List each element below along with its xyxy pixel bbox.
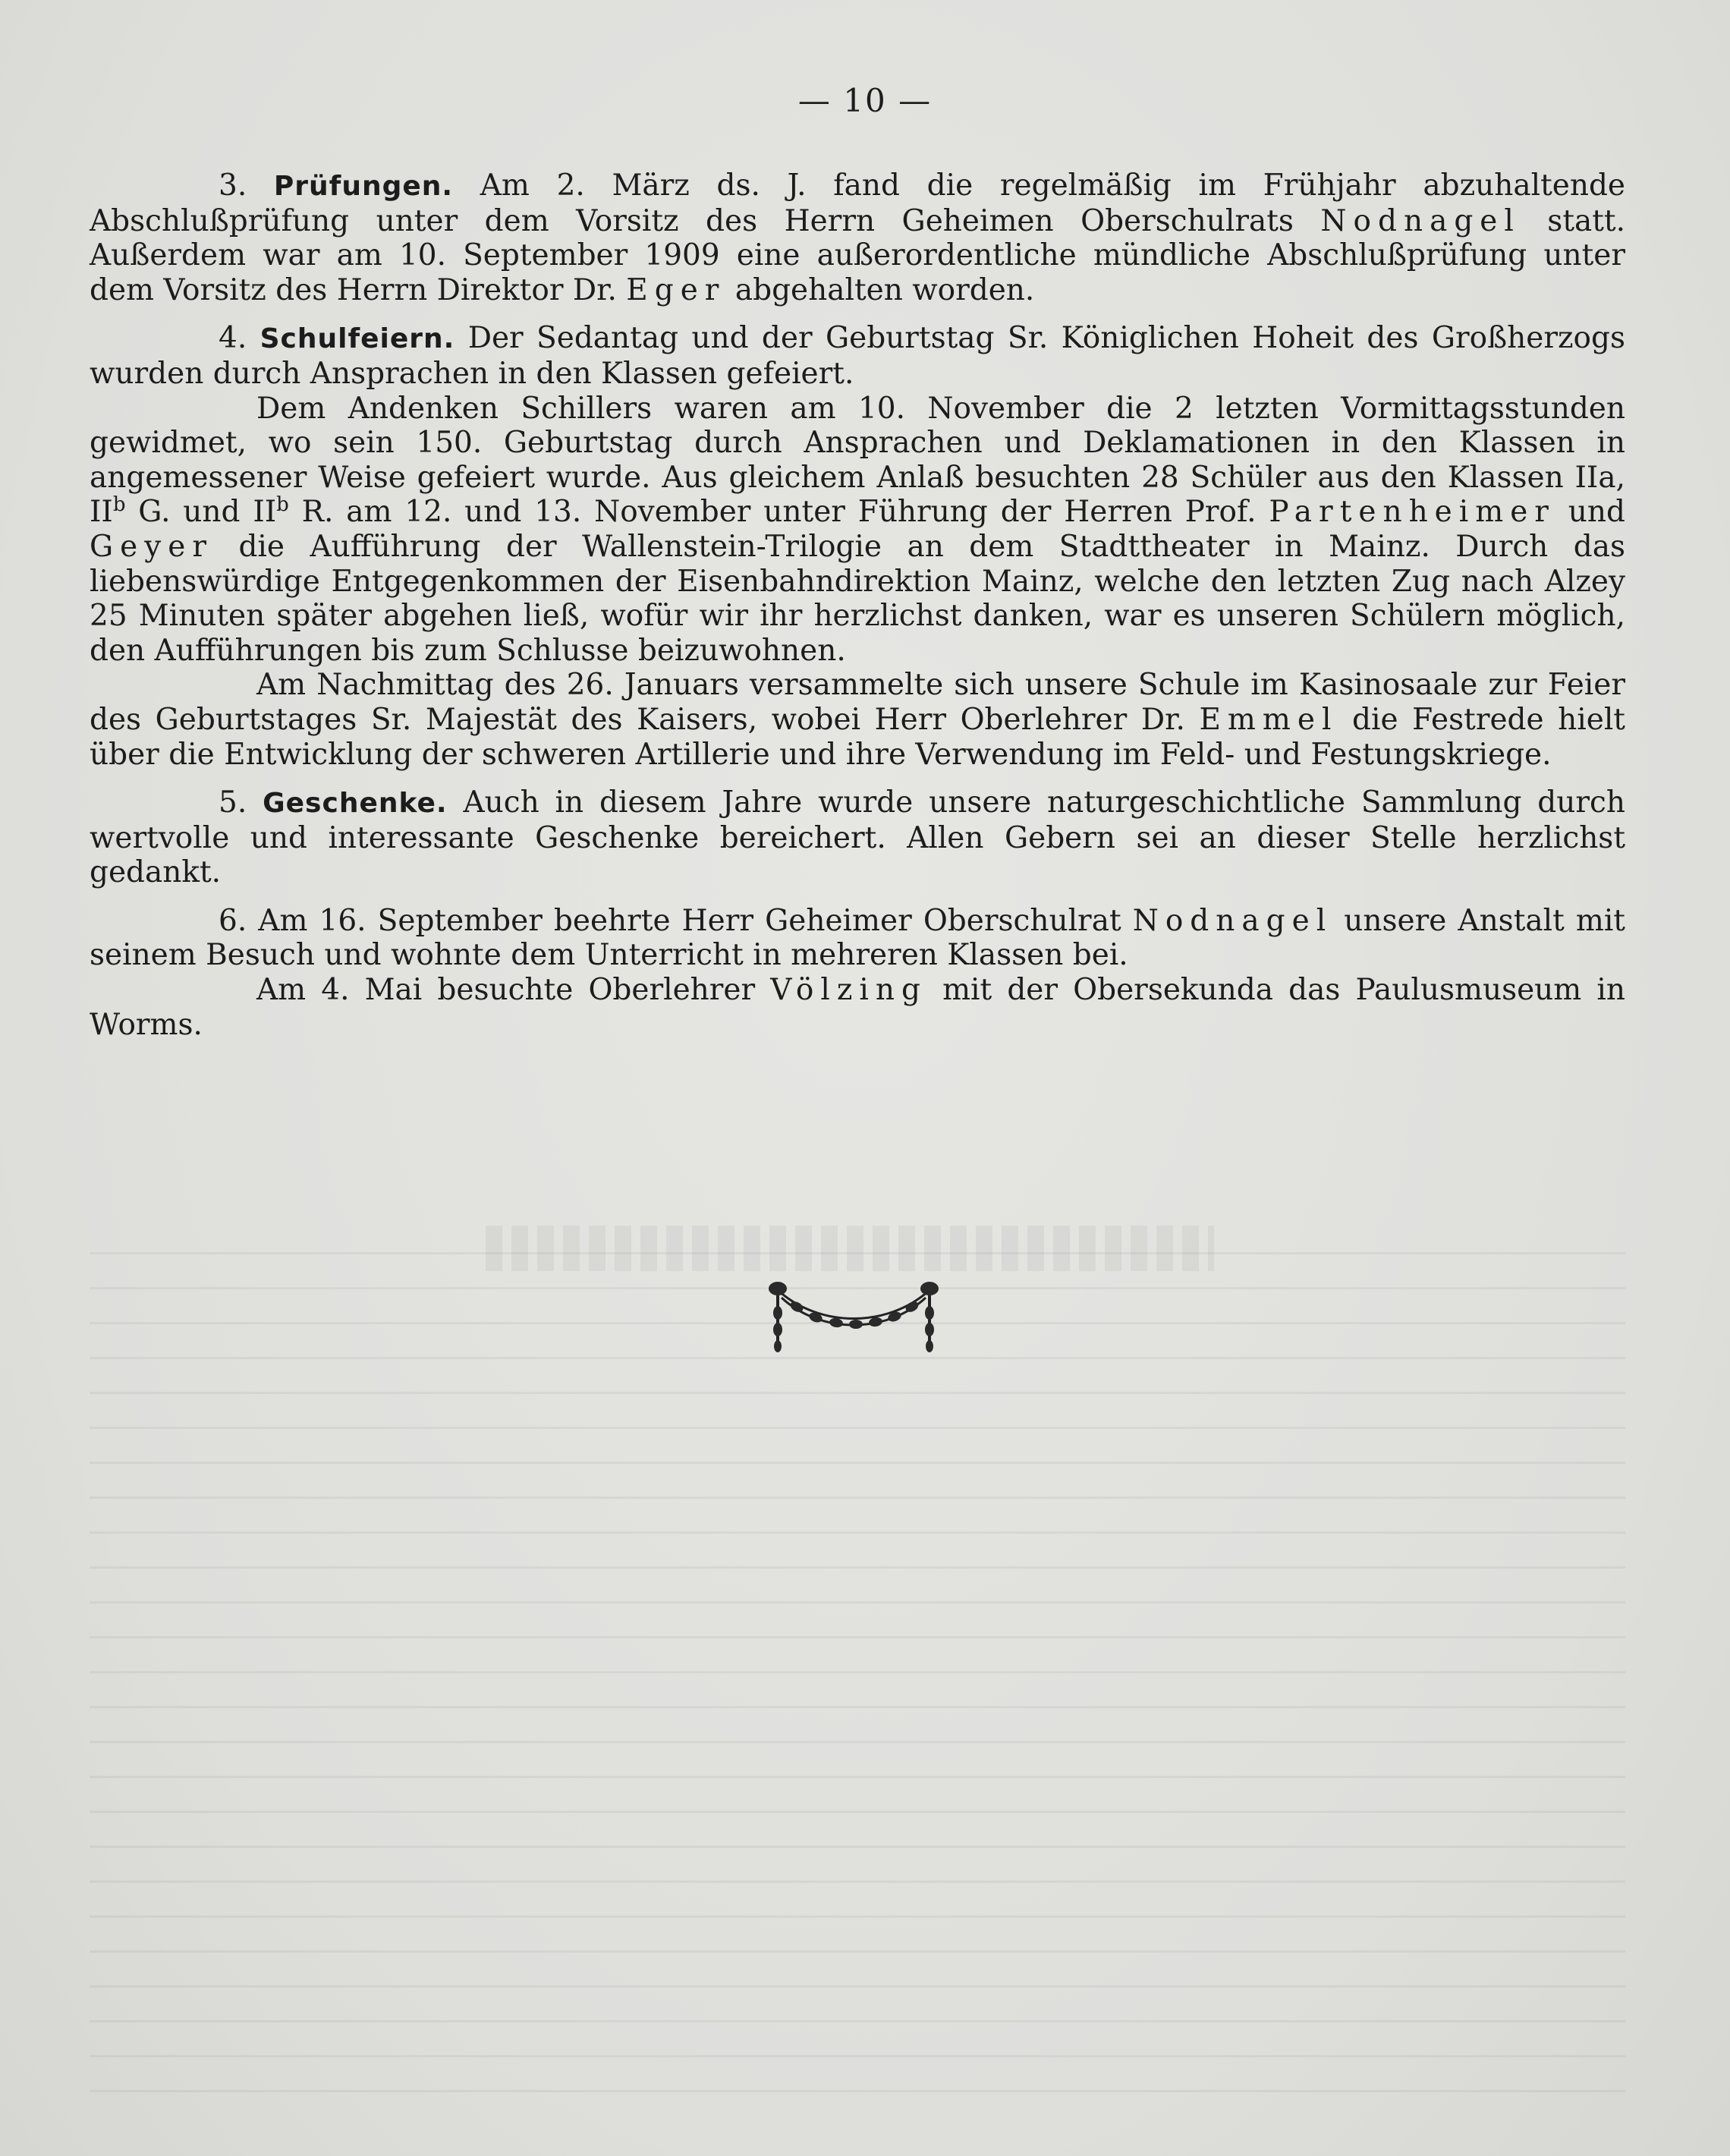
paragraph-schiller — [90, 392, 1625, 669]
paragraph-paulusmuseum — [90, 973, 1625, 1042]
spaced-name: Geyer — [90, 529, 213, 564]
paragraph-geschenke — [90, 785, 1625, 890]
reverse-side-show-through — [90, 1229, 1625, 2102]
spaced-name: Emmel — [1199, 702, 1338, 737]
paragraph-text: Am 2. März ds. J. fand die regelmäßig im Frühjahr abzuhaltende Abschlußprüfung unter dem Vorsitz des Herrn Geheimen Oberschulrats — [90, 168, 1625, 238]
spaced-name: Partenheimer — [1269, 495, 1555, 530]
paragraph-text: die Festrede hielt über die Entwicklung der schweren Artillerie und ihre Verwendung im Feld- und Festungskriege. — [90, 702, 1625, 772]
paragraph-besuch — [90, 904, 1625, 973]
spaced-name: Völzing — [770, 973, 927, 1008]
paragraph-text: Dem Andenken Schillers waren am 10. November die 2 letzten Vormittagsstunden gewidmet, wo sein 150. Geburtstag durch Ansprachen und Deklamationen in den Klassen in angemessener Weise gefeiert wurde. Aus gleichem Anlaß besuchten 28 Schüler aus den Klassen IIa, II — [90, 391, 1625, 530]
paragraph-schulfeiern — [90, 321, 1625, 391]
paragraph-text: Auch in diesem Jahre wurde unsere naturgeschichtliche Sammlung durch wertvolle und interessante Geschenke bereichert. Allen Gebern sei an dieser Stelle herzlichst gedankt. — [90, 785, 1625, 890]
paragraph-text: und — [1555, 495, 1625, 530]
body-text — [90, 168, 1625, 1042]
page-number: — 10 — — [797, 82, 933, 119]
paragraph-text: statt. Außerdem war am 10. September 1909 eine außerordentliche mündliche Abschlußprüfung unter dem Vorsitz des Herrn Direktor Dr. — [90, 203, 1625, 307]
section-heading-schulfeiern: Schulfeiern. — [260, 323, 455, 355]
paragraph-text: abgehalten worden. — [725, 272, 1035, 307]
spaced-name: Nodnagel — [1132, 903, 1333, 938]
paragraph-text: Am 16. September beehrte Herr Geheimer Oberschulrat — [247, 903, 1133, 938]
garland-ornament-icon — [766, 1275, 941, 1358]
paragraph-text: G. und II — [125, 495, 277, 530]
paragraph-text: Am Nachmittag des 26. Januars versammelte sich unsere Schule im Kasinosaale zur Feier des Geburtstages Sr. Majestät des Kaisers, wobei Herr Oberlehrer Dr. — [90, 668, 1625, 737]
paragraph-text: Der Sedantag und der Geburtstag Sr. Königlichen Hoheit des Großherzogs wurden durch Ansprachen in den Klassen gefeiert. — [90, 321, 1625, 391]
superscript: b — [276, 493, 289, 517]
section-heading-pruefungen: Prüfungen. — [273, 171, 454, 202]
section-number: 6. — [219, 903, 247, 938]
section-number: 5. — [219, 785, 247, 820]
paragraph-text: mit der Obersekunda das Paulusmuseum in Worms. — [90, 973, 1625, 1042]
section-number: 3. — [219, 168, 247, 203]
spaced-name: Nodnagel — [1320, 203, 1521, 238]
section-number: 4. — [219, 321, 247, 356]
section-heading-geschenke: Geschenke. — [263, 788, 448, 820]
paragraph-pruefungen — [90, 168, 1625, 307]
paragraph-text: Am 4. Mai besuchte Oberlehrer — [256, 973, 771, 1008]
spaced-name: Eger — [626, 272, 726, 307]
superscript: b — [112, 493, 126, 517]
paragraph-text: unsere Anstalt mit seinem Besuch und wohnte dem Unterricht in mehreren Klassen bei. — [90, 903, 1625, 973]
paragraph-kaisers-geburtstag — [90, 668, 1625, 772]
paragraph-text: die Aufführung der Wallenstein-Trilogie an dem Stadttheater in Mainz. Durch das liebenswürdige Entgegenkommen der Eisenbahndirektion Mainz, welche den letzten Zug nach Alzey 25 Minuten später abgehen ließ, wofür wir ihr herzlichst danken, war es unseren Schülern möglich, den Aufführungen bis zum Schlusse beizuwohnen. — [90, 529, 1625, 668]
paragraph-text: R. am 12. und 13. November unter Führung der Herren Prof. — [288, 495, 1269, 530]
